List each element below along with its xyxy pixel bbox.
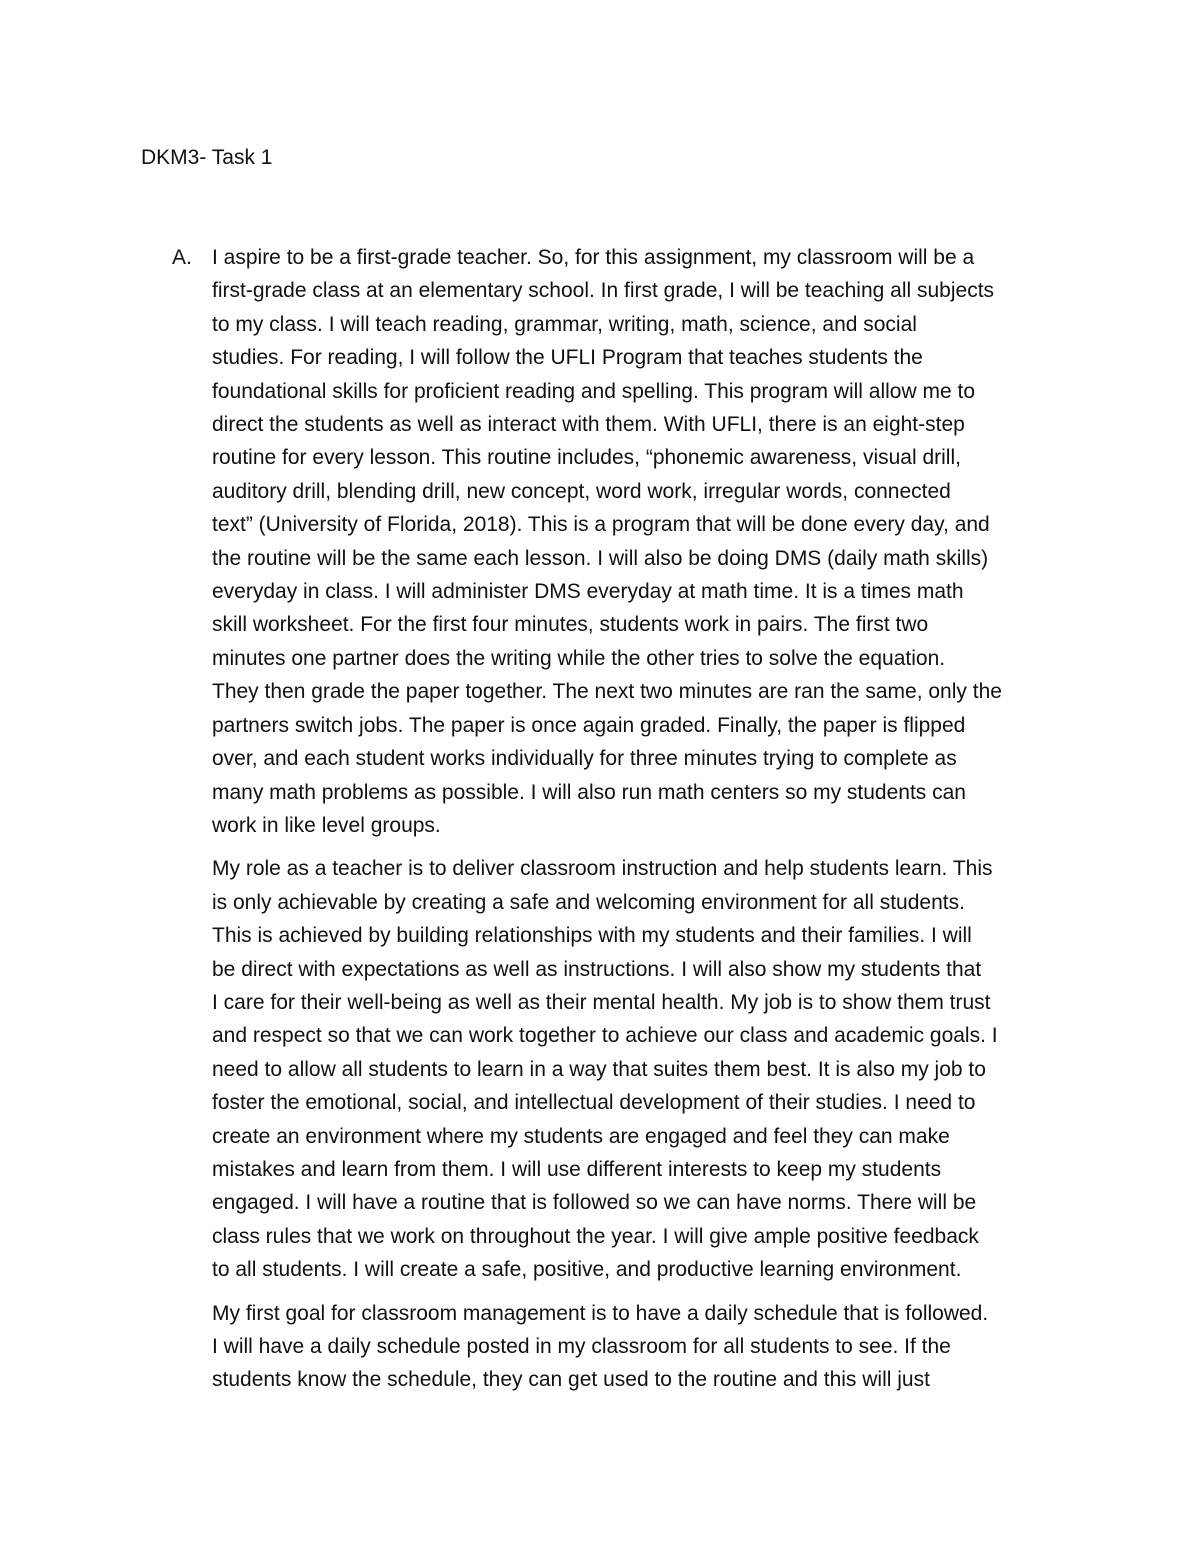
text-line: My first goal for classroom management is to have a daily schedule that is followed. (212, 1301, 989, 1325)
text-line: I aspire to be a first-grade teacher. So, for this assignment, my classroom will be a (212, 246, 975, 269)
text-line: foundational skills for proficient reading and spelling. This program will allow me to (212, 379, 975, 403)
text-line: first-grade class at an elementary school. In first grade, I will be teaching all subjects (212, 279, 995, 303)
paragraph-3 (212, 1297, 1092, 1397)
text-line: class rules that we work on throughout the year. I will give ample positive feedback (212, 1224, 979, 1248)
text-line: auditory drill, blending drill, new concept, word work, irregular words, connected (212, 479, 951, 503)
text-line: to my class. I will teach reading, grammar, writing, math, science, and social (212, 312, 917, 336)
text-line: This is achieved by building relationships with my students and their families. I will (212, 924, 972, 948)
text-line: students know the schedule, they can get used to the routine and this will just (212, 1368, 930, 1392)
text-line: They then grade the paper together. The next two minutes are ran the same, only the (212, 680, 1002, 704)
paragraph-1 (212, 241, 1092, 842)
text-line: and respect so that we can work together to achieve our class and academic goals. I (212, 1024, 998, 1048)
text-line: the routine will be the same each lesson. I will also be doing DMS (daily math skills) (212, 546, 989, 570)
text-line: text” (University of Florida, 2018). This is a program that will be done every day, and (212, 513, 990, 537)
text-line: minutes one partner does the writing while the other tries to solve the equation. (212, 646, 946, 670)
text-line: I will have a daily schedule posted in my classroom for all students to see. If the (212, 1335, 951, 1358)
text-line: everyday in class. I will administer DMS everyday at math time. It is a times math (212, 580, 964, 604)
text-line: many math problems as possible. I will also run math centers so my students can (212, 780, 966, 804)
text-line: partners switch jobs. The paper is once again graded. Finally, the paper is flipped (212, 713, 966, 737)
text-line: need to allow all students to learn in a way that suites them best. It is also my job to (212, 1057, 986, 1081)
text-line: be direct with expectations as well as instructions. I will also show my students that (212, 957, 982, 981)
paragraph-2 (212, 852, 1092, 1286)
text-line: foster the emotional, social, and intellectual development of their studies. I need to (212, 1091, 976, 1115)
text-line: My role as a teacher is to deliver classroom instruction and help students learn. This (212, 857, 993, 881)
document-title: DKM3- Task 1 (141, 146, 273, 169)
text-line: engaged. I will have a routine that is followed so we can have norms. There will be (212, 1191, 977, 1215)
text-line: routine for every lesson. This routine includes, “phonemic awareness, visual drill, (212, 446, 961, 470)
text-line: I care for their well-being as well as their mental health. My job is to show them trust (212, 990, 991, 1014)
text-line: direct the students as well as interact with them. With UFLI, there is an eight-step (212, 413, 965, 437)
text-line: to all students. I will create a safe, positive, and productive learning environment. (212, 1258, 962, 1282)
text-line: create an environment where my students are engaged and feel they can make (212, 1124, 950, 1148)
text-line: mistakes and learn from them. I will use different interests to keep my students (212, 1157, 942, 1181)
text-line: work in like level groups. (212, 813, 441, 837)
text-line: is only achievable by creating a safe and welcoming environment for all students. (212, 890, 965, 914)
text-line: studies. For reading, I will follow the UFLI Program that teaches students the (212, 346, 923, 370)
document-body (212, 241, 1092, 1397)
text-line: skill worksheet. For the first four minutes, students work in pairs. The first two (212, 613, 929, 637)
text-line: over, and each student works individually for three minutes trying to complete as (212, 747, 957, 771)
list-marker: A. (172, 246, 192, 269)
